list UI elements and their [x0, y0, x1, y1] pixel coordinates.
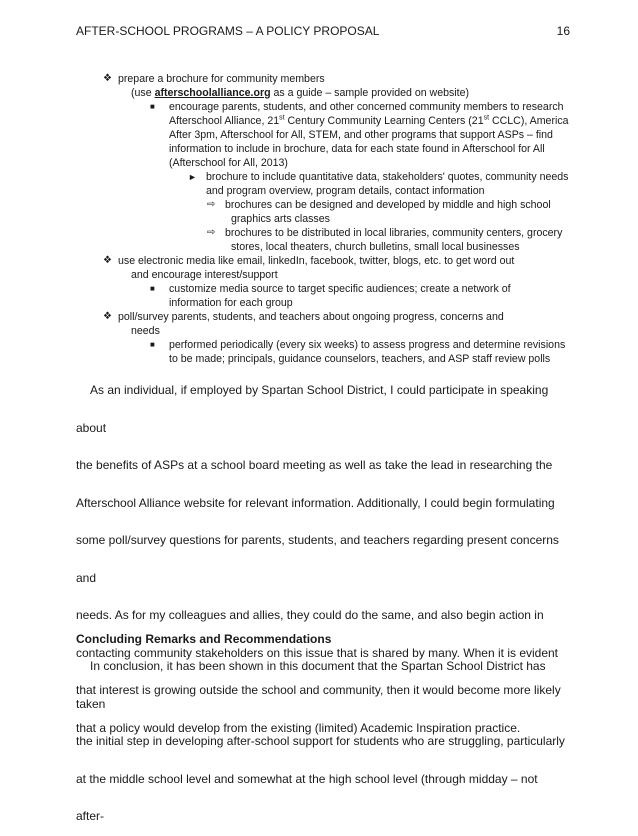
paragraph-line: In conclusion, it has been shown in this document that the Spartan School District has taken	[76, 659, 546, 711]
sub-bullet-item	[0, 338, 638, 352]
text-fragment: graphics arts classes	[231, 213, 330, 225]
sub-bullet-item	[0, 100, 638, 114]
hollow-arrow-continuation	[0, 212, 638, 226]
hollow-arrow-bullet-item	[0, 198, 638, 212]
superscript: st	[279, 114, 285, 122]
bullet-item-brochure	[0, 72, 638, 86]
sub-bullet-continuation	[0, 128, 638, 142]
text-fragment: information to include in brochure, data for each state found in Afterschool for All	[169, 143, 545, 155]
text-fragment: After 3pm, Afterschool for All, STEM, and other programs that support ASPs – find	[169, 129, 553, 141]
square-bullet-icon: ■	[150, 102, 155, 111]
paragraph-line: the initial step in developing after-school support for students who are struggling, particularly	[76, 734, 565, 748]
running-header	[76, 24, 570, 38]
bullet-text: encourage parents, students, and other concerned community members to research	[169, 101, 564, 113]
diamond-bullet-icon: ❖	[103, 255, 112, 266]
text-fragment: CCLC), America	[489, 115, 569, 127]
text-fragment: (use	[131, 87, 155, 99]
paragraph-line: the benefits of ASPs at a school board meeting as well as take the lead in researching the	[76, 458, 553, 472]
section-heading: Concluding Remarks and Recommendations	[76, 632, 332, 646]
paragraph-line: at the middle school level and somewhat at the high school level (through midday – not after-	[76, 771, 538, 823]
text-fragment: Century Community Learning Centers (21	[284, 115, 484, 127]
arrow-bullet-continuation	[0, 184, 638, 198]
bullet-text: customize media source to target specific audiences; create a network of	[169, 283, 511, 295]
diamond-bullet-icon: ❖	[103, 311, 112, 322]
sub-bullet-continuation	[0, 142, 638, 156]
bullet-continuation	[0, 268, 638, 282]
hollow-arrow-icon: ⇨	[207, 199, 216, 210]
page-number: 16	[556, 24, 570, 38]
afterschoolalliance-link[interactable]: afterschoolalliance.org	[154, 87, 271, 99]
text-fragment: information for each group	[169, 297, 293, 309]
bullet-text: use electronic media like email, linkedIn, facebook, twitter, blogs, etc. to get word out	[118, 255, 515, 267]
bullet-item-poll-survey	[0, 310, 638, 324]
text-fragment: and program overview, program details, contact information	[206, 185, 485, 197]
bullet-text: prepare a brochure for community members	[118, 73, 325, 85]
bullet-outline	[0, 72, 638, 366]
square-bullet-icon: ■	[150, 340, 155, 349]
superscript: st	[483, 114, 490, 122]
sub-bullet-continuation	[0, 296, 638, 310]
text-fragment: to be made; principals, guidance counselors, teachers, and ASP staff review polls	[169, 353, 551, 365]
section-heading-block	[76, 629, 568, 649]
paragraph-line: As an individual, if employed by Spartan School District, I could participate in speaking about	[76, 383, 549, 435]
bullet-continuation	[0, 324, 638, 338]
paragraph-line: some poll/survey questions for parents, students, and teachers regarding present concerns and	[76, 533, 559, 585]
bullet-continuation	[0, 86, 638, 100]
bullet-text: poll/survey parents, students, and teachers about ongoing progress, concerns and	[118, 311, 504, 323]
hollow-arrow-icon: ⇨	[207, 227, 216, 238]
arrow-bullet-item	[0, 170, 638, 184]
bullet-text: brochures to be distributed in local libraries, community centers, grocery	[225, 227, 563, 239]
text-fragment: as a guide – sample provided on website)	[270, 87, 470, 99]
square-bullet-icon: ■	[150, 284, 155, 293]
paragraph-line: contacting community stakeholders on this issue that is shared by many. When it is evident	[76, 645, 559, 660]
hollow-arrow-continuation	[0, 240, 638, 254]
paragraph-line: that a policy would develop from the existing (limited) Academic Inspiration practice.	[76, 720, 521, 735]
bullet-text: performed periodically (every six weeks) to assess progress and determine revisions	[169, 339, 566, 351]
sub-bullet-continuation	[0, 352, 638, 366]
body-paragraph-2	[76, 648, 568, 836]
text-fragment: Afterschool Alliance, 21	[169, 115, 280, 127]
bullet-text: brochure to include quantitative data, stakeholders' quotes, community needs	[206, 171, 569, 183]
sub-bullet-continuation	[0, 114, 638, 128]
bullet-text: brochures can be designed and developed by middle and high school	[225, 199, 551, 211]
paragraph-line: needs. As for my colleagues and allies, they could do the same, and also begin action in	[76, 608, 544, 622]
header-title: AFTER-SCHOOL PROGRAMS – A POLICY PROPOSAL	[76, 24, 380, 38]
paragraph-line: Afterschool Alliance website for relevant information. Additionally, I could begin formulating	[76, 495, 555, 510]
text-fragment: and encourage interest/support	[131, 269, 278, 281]
text-fragment: stores, local theaters, church bulletins, small local businesses	[231, 241, 520, 253]
hollow-arrow-bullet-item	[0, 226, 638, 240]
sub-bullet-continuation	[0, 156, 638, 170]
diamond-bullet-icon: ❖	[103, 73, 112, 84]
text-fragment: (Afterschool for All, 2013)	[169, 157, 288, 169]
sub-bullet-item	[0, 282, 638, 296]
text-fragment: needs	[131, 325, 160, 337]
arrow-bullet-icon: ►	[188, 172, 197, 182]
paragraph-line: that interest is growing outside the school and community, then it would become more likely	[76, 683, 561, 697]
bullet-item-electronic-media	[0, 254, 638, 268]
